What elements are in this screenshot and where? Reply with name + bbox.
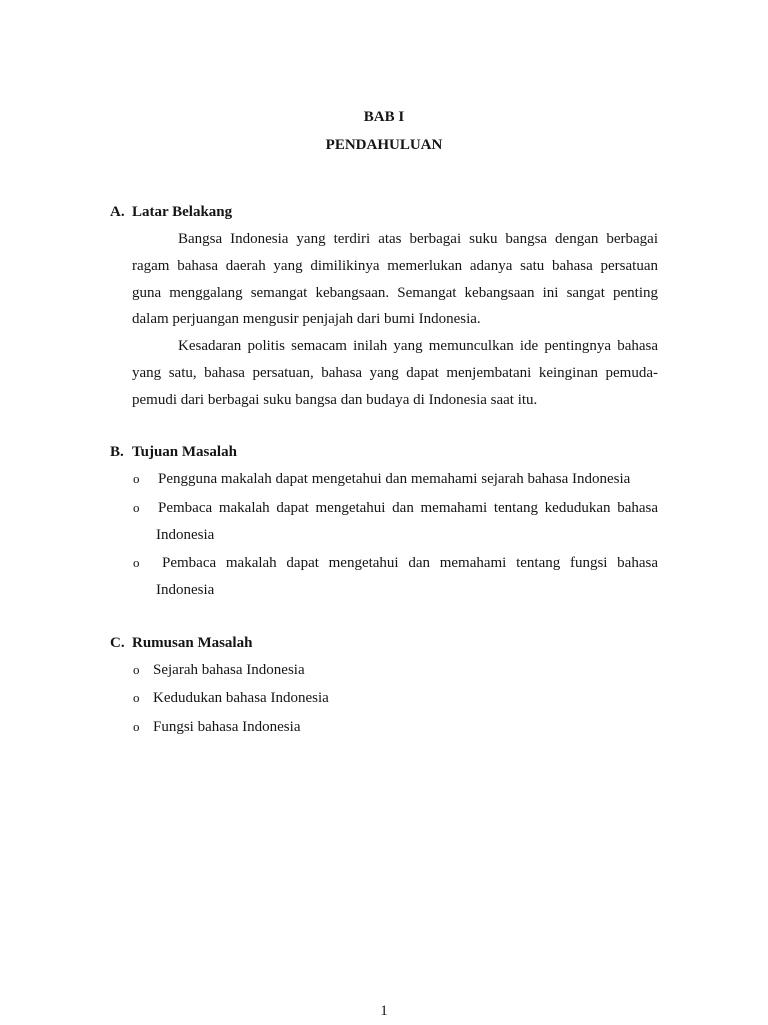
paragraph-line: Kesadaran politis semacam inilah yang memunculkan ide pentingnya bahasa: [178, 338, 658, 354]
section-c-list-item: [133, 657, 658, 684]
chapter-label: BAB I: [363, 109, 405, 125]
section-c-list-item: [133, 714, 658, 741]
section-a-letter: A.: [110, 204, 125, 220]
section-c-title: Rumusan Masalah: [132, 635, 253, 651]
list-item-text: Sejarah bahasa Indonesia: [153, 662, 305, 678]
section-b-letter: B.: [110, 444, 124, 460]
section-b-list-item: [133, 466, 658, 493]
section-b-title: Tujuan Masalah: [132, 444, 237, 460]
section-a-title: Latar Belakang: [132, 204, 233, 220]
section-c-letter: C.: [110, 635, 125, 651]
paragraph-line: dalam perjuangan mengusir penjajah dari bumi Indonesia.: [132, 311, 481, 328]
bullet-marker: o: [133, 500, 140, 515]
section-b-heading: [110, 439, 237, 466]
bullet-marker: o: [133, 471, 140, 486]
list-item-line: Indonesia: [156, 526, 215, 543]
list-item-line: Pembaca makalah dapat mengetahui dan memahami tentang kedudukan bahasa: [158, 500, 658, 516]
paragraph-line: yang satu, bahasa persatuan, bahasa yang dapat menjembatani keinginan pemuda-: [132, 364, 658, 381]
section-a-heading: [110, 199, 232, 226]
section-a-paragraph-1: [132, 226, 658, 333]
paragraph-line: pemudi dari berbagai suku bangsa dan budaya di Indonesia saat itu.: [132, 391, 538, 408]
bullet-marker: o: [133, 719, 140, 734]
section-a-paragraph-2: [132, 333, 658, 413]
list-item-line: Pengguna makalah dapat mengetahui dan memahami sejarah bahasa Indonesia: [158, 471, 631, 487]
paragraph-line: Bangsa Indonesia yang terdiri atas berbagai suku bangsa dengan berbagai: [178, 231, 658, 247]
chapter-title: PENDAHULUAN: [325, 137, 443, 153]
page-number: 1: [380, 1003, 388, 1019]
bullet-marker: o: [133, 555, 140, 570]
section-c-list-item: [133, 685, 658, 712]
list-item-line: Indonesia: [156, 581, 215, 598]
list-item-text: Kedudukan bahasa Indonesia: [153, 690, 329, 706]
bullet-marker: o: [133, 662, 140, 677]
bullet-marker: o: [133, 690, 140, 705]
section-b-list-item: [133, 495, 658, 549]
paragraph-line: guna menggalang semangat kebangsaan. Semangat kebangsaan ini sangat penting: [132, 284, 658, 301]
section-c-heading: [110, 630, 252, 657]
section-b-list-item: [133, 550, 658, 604]
paragraph-line: ragam bahasa daerah yang dimilikinya memerlukan adanya satu bahasa persatuan: [132, 257, 658, 274]
list-item-line: Pembaca makalah dapat mengetahui dan memahami tentang fungsi bahasa: [162, 555, 658, 571]
list-item-text: Fungsi bahasa Indonesia: [153, 719, 301, 735]
